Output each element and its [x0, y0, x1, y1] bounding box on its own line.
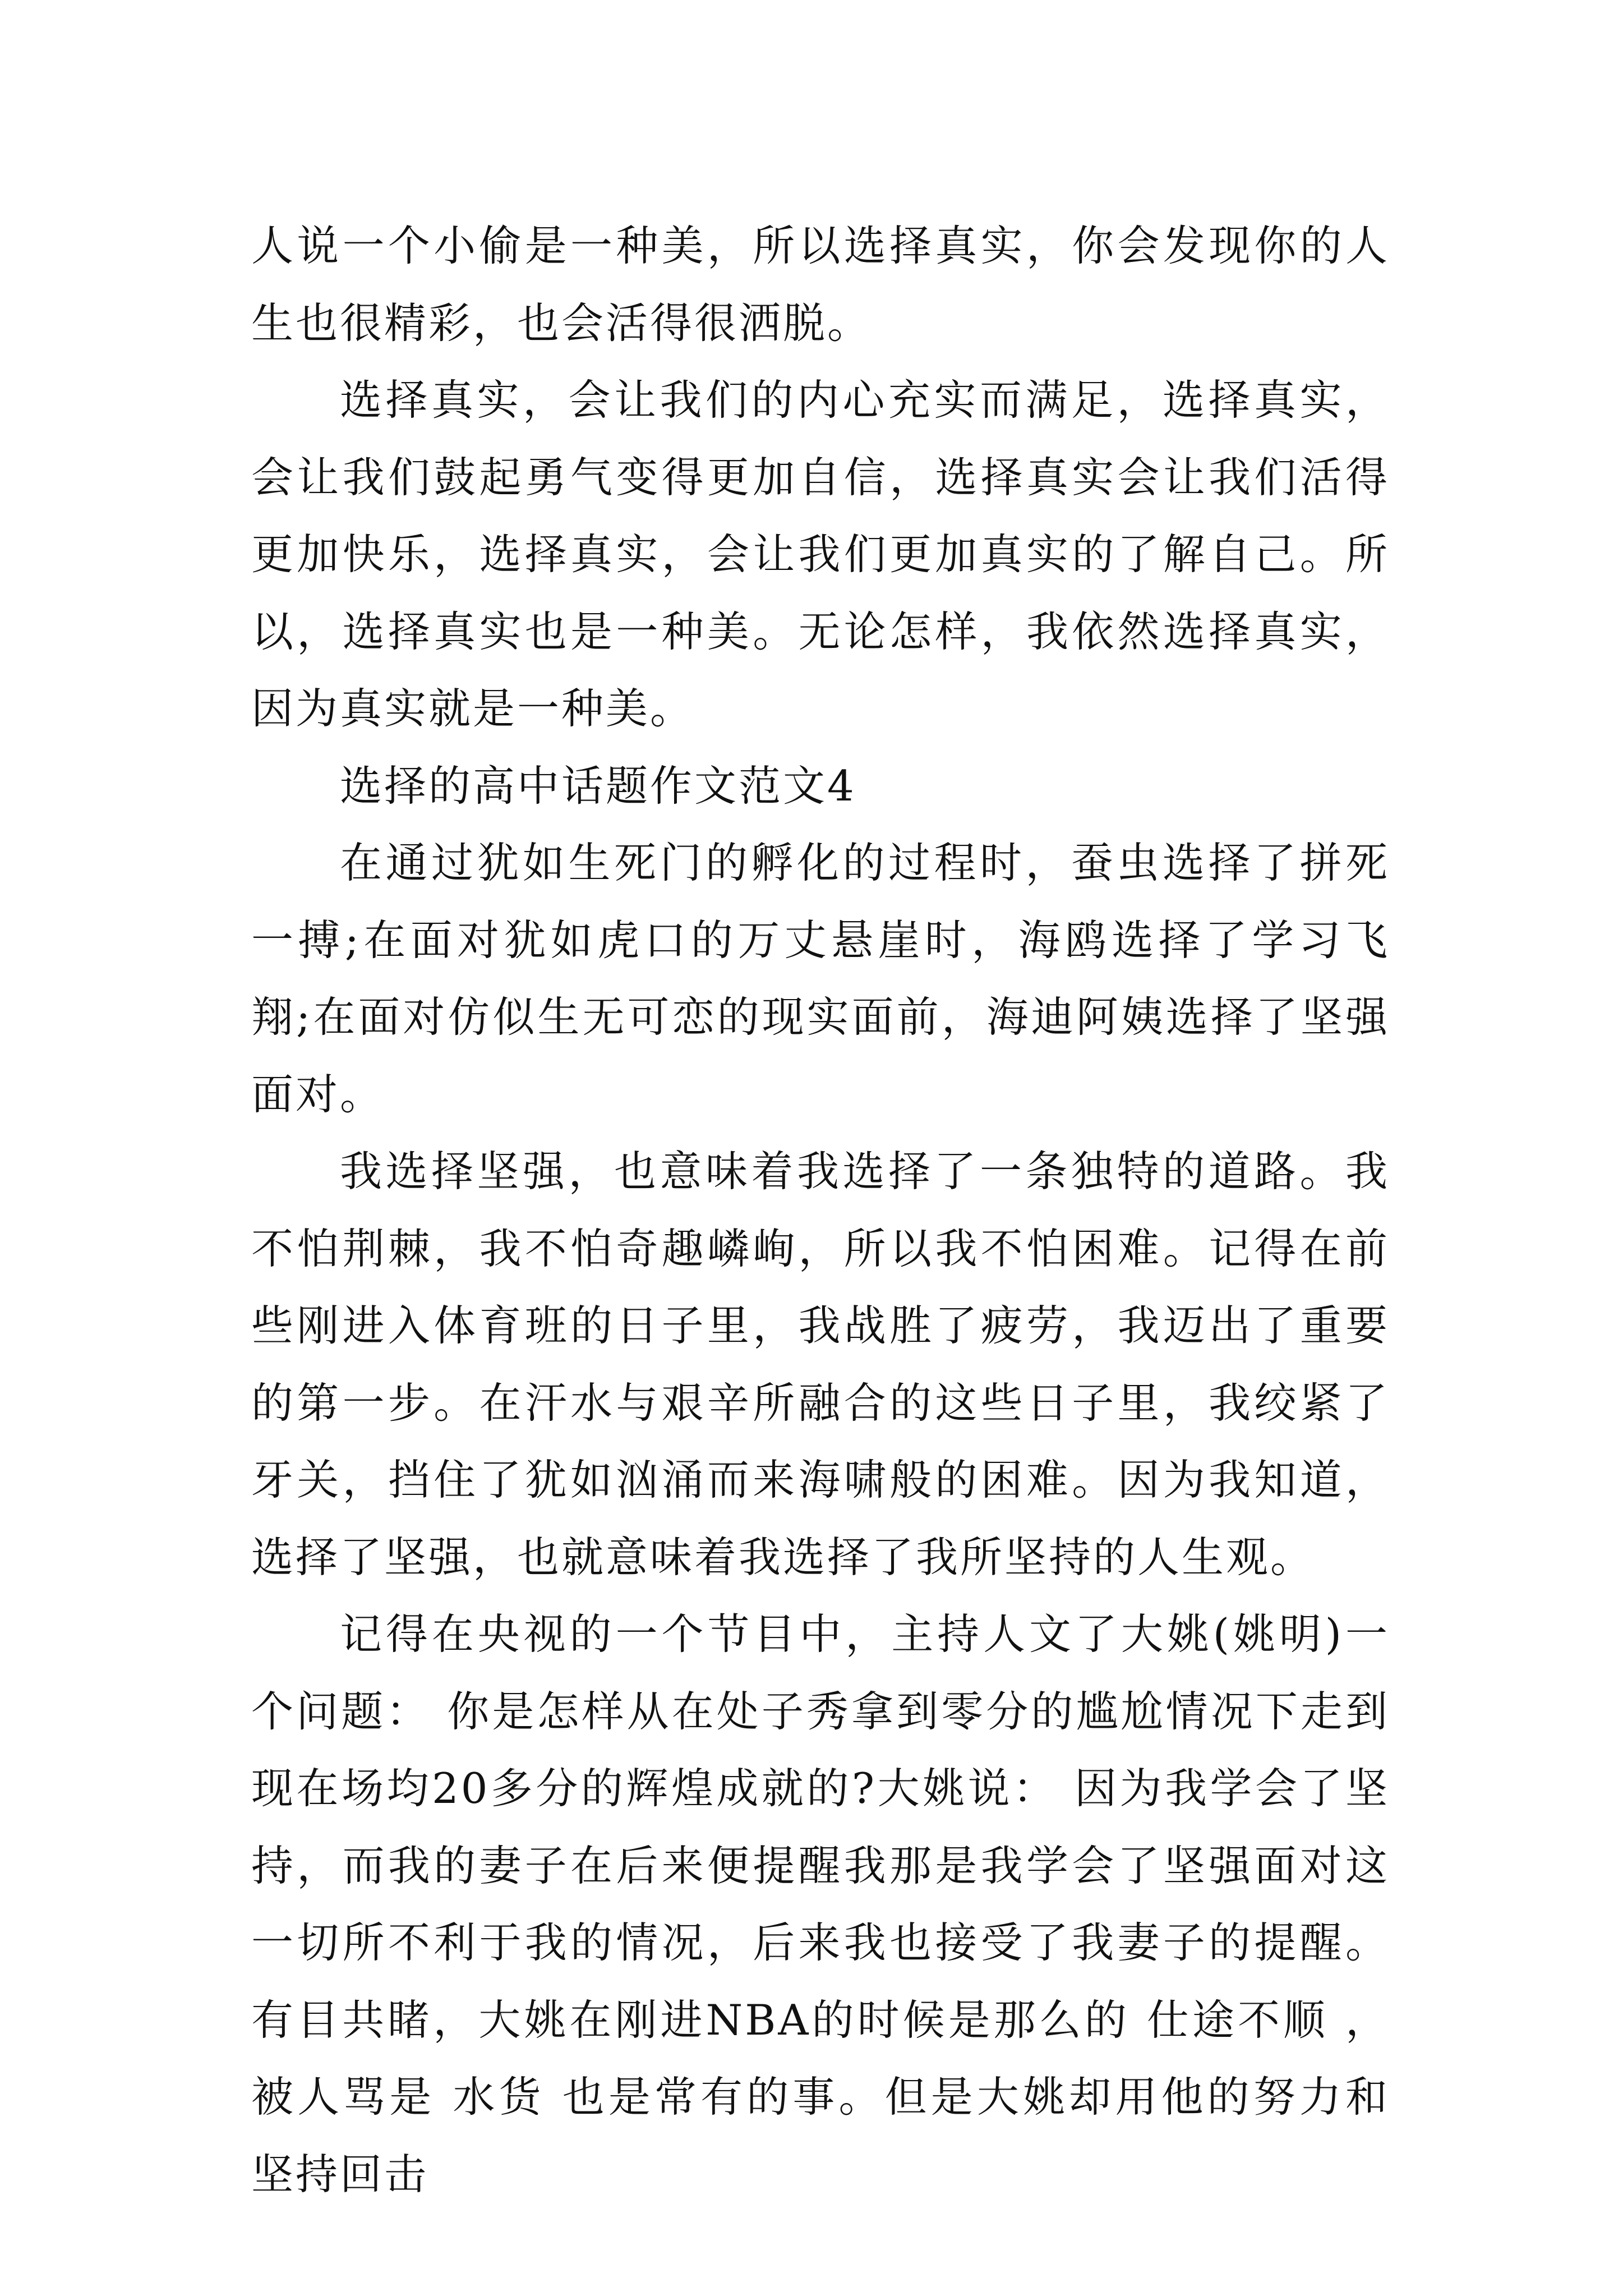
paragraph: 在通过犹如生死门的孵化的过程时，蚕虫选择了拼死一搏;在面对犹如虎口的万丈悬崖时，海鸥选择了学习飞翔;在面对仿似生无可恋的现实面前，海迪阿姨选择了坚强面对。: [251, 838, 1390, 1119]
section-heading: 选择的高中话题作文范文4: [340, 761, 856, 811]
paragraph-continuation: 人说一个小偷是一种美，所以选择真实，你会发现你的人生也很精彩，也会活得很洒脱。: [251, 221, 1390, 348]
paragraph: 我选择坚强，也意味着我选择了一条独特的道路。我不怕荆棘，我不怕奇趣嶙峋，所以我不怕困难。记得在前些刚进入体育班的日子里，我战胜了疲劳，我迈出了重要的第一步。在汗水与艰辛所融合的这些日子里，我绞紧了牙关，挡住了犹如汹涌而来海啸般的困难。因为我知道，选择了坚强，也就意味着我选择了我所坚持的人生观。: [251, 1147, 1390, 1582]
paragraph: 选择真实，会让我们的内心充实而满足，选择真实，会让我们鼓起勇气变得更加自信，选择真实会让我们活得更加快乐，选择真实，会让我们更加真实的了解自己。所以，选择真实也是一种美。无论怎样，我依然选择真实，因为真实就是一种美。: [251, 375, 1390, 733]
document-body: [251, 208, 1390, 2213]
paragraph: 记得在央视的一个节目中，主持人文了大姚(姚明)一个问题： 你是怎样从在处子秀拿到零分的尴尬情况下走到现在场均20多分的辉煌成就的?大姚说： 因为我学会了坚持，而我的妻子在后来便提醒我那是我学会了坚强面对这一切所不利于我的情况，后来我也接受了我妻子的提醒。 有目共睹，大姚在刚进NBA的时候是那么的 仕途不顺 ，被人骂是 水货 也是常有的事。但是大姚却用他的努力和坚持回击: [251, 1609, 1390, 2199]
